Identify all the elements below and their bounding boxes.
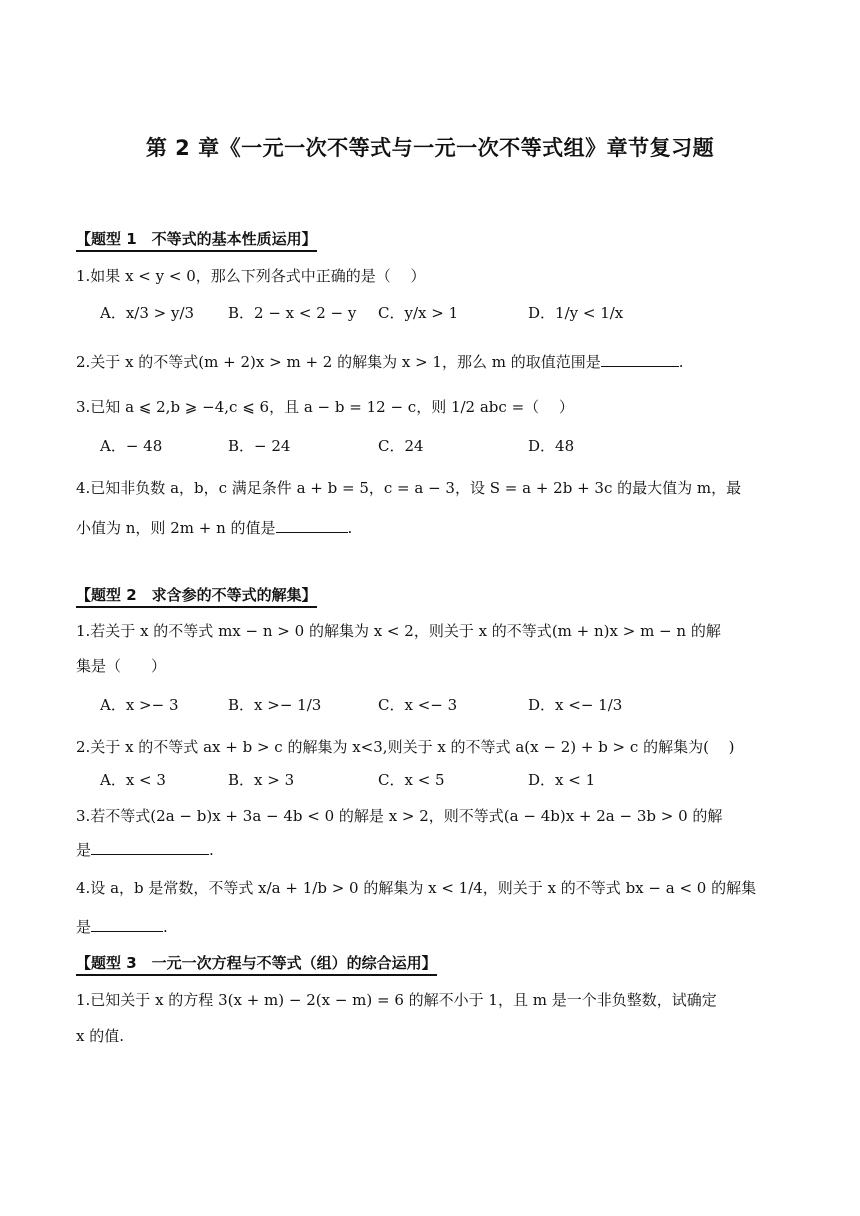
page-title: 第 2 章《一元一次不等式与一元一次不等式组》章节复习题 [145, 136, 715, 160]
s2-q1-line1: 1.若关于 x 的不等式 mx − n > 0 的解集为 x < 2，则关于 x 的不等式(m + n)x > m − n 的解 [76, 622, 721, 640]
s2-q3-line2 [76, 840, 780, 860]
s2-q4-end: . [163, 918, 168, 936]
s2-q1-opt-d: D．x <− 1/3 [528, 696, 623, 714]
s1-q3-stem: 3.已知 a ⩽ 2,b ⩾ −4,c ⩽ 6，且 a − b = 12 − c，则 1/2 abc =（ ） [76, 398, 574, 416]
s2-q1-opt-b: B．x >− 1/3 [228, 696, 322, 714]
s2-q2-opt-b: B．x > 3 [228, 771, 295, 789]
s2-q4-line2 [76, 917, 780, 937]
s1-q4-end: . [347, 519, 353, 537]
section-3-heading: 【题型 3 一元一次方程与不等式（组）的综合运用】 [76, 953, 437, 976]
answer-blank[interactable] [276, 518, 348, 533]
s2-q2-opt-c: C．x < 5 [378, 771, 445, 789]
s1-q1-opt-d: D．1/y < 1/x [528, 304, 624, 322]
s2-q3-line2-text: 是 [76, 841, 92, 859]
s2-q1-opt-a: A．x >− 3 [100, 696, 179, 714]
s1-q4-line2 [76, 518, 780, 538]
s2-q3-end: . [209, 841, 214, 859]
s1-q4-line1: 4.已知非负数 a，b，c 满足条件 a + b = 5，c = a − 3，设 S = a + 2b + 3c 的最大值为 m，最 [76, 479, 742, 497]
s1-q3-opt-d: D．48 [528, 437, 575, 455]
s1-q1-opt-b: B．2 − x < 2 − y [228, 304, 357, 322]
answer-blank[interactable] [601, 352, 679, 367]
section-1-heading: 【题型 1 不等式的基本性质运用】 [76, 229, 317, 252]
s1-q2 [76, 352, 780, 372]
s2-q4-line1: 4.设 a，b 是常数，不等式 x/a + 1/b > 0 的解集为 x < 1/4，则关于 x 的不等式 bx − a < 0 的解集 [76, 879, 757, 897]
s2-q2-stem: 2.关于 x 的不等式 ax + b > c 的解集为 x<3,则关于 x 的不等式 a(x − 2) + b > c 的解集为( ) [76, 738, 735, 756]
s1-q4-line2-text: 小值为 n，则 2m + n 的值是 [76, 519, 276, 537]
s1-q2-end: . [678, 353, 684, 371]
answer-blank[interactable] [91, 917, 163, 932]
section-2-heading: 【题型 2 求含参的不等式的解集】 [76, 585, 317, 608]
s1-q3-opt-a: A．− 48 [100, 437, 163, 455]
s1-q1-opt-a: A．x/3 > y/3 [100, 304, 195, 322]
s2-q2-opt-d: D．x < 1 [528, 771, 596, 789]
s2-q3-line1: 3.若不等式(2a − b)x + 3a − 4b < 0 的解是 x > 2，则不等式(a − 4b)x + 2a − 3b > 0 的解 [76, 807, 723, 825]
s2-q4-line2-text: 是 [76, 918, 92, 936]
s3-q1-line1: 1.已知关于 x 的方程 3(x + m) − 2(x − m) = 6 的解不小于 1，且 m 是一个非负整数，试确定 [76, 991, 717, 1009]
s1-q1-opt-c: C．y/x > 1 [378, 304, 459, 322]
s2-q1-line2: 集是（ ） [76, 657, 167, 675]
s3-q1-line2: x 的值. [76, 1027, 124, 1045]
s1-q3-opt-c: C．24 [378, 437, 424, 455]
s1-q3-opt-b: B．− 24 [228, 437, 291, 455]
s2-q1-opt-c: C．x <− 3 [378, 696, 458, 714]
s1-q1-stem: 1.如果 x < y < 0，那么下列各式中正确的是（ ） [76, 267, 426, 285]
s1-q2-stem: 2.关于 x 的不等式(m + 2)x > m + 2 的解集为 x > 1，那么 m 的取值范围是 [76, 353, 601, 371]
answer-blank[interactable] [91, 840, 209, 855]
s2-q2-opt-a: A．x < 3 [100, 771, 166, 789]
